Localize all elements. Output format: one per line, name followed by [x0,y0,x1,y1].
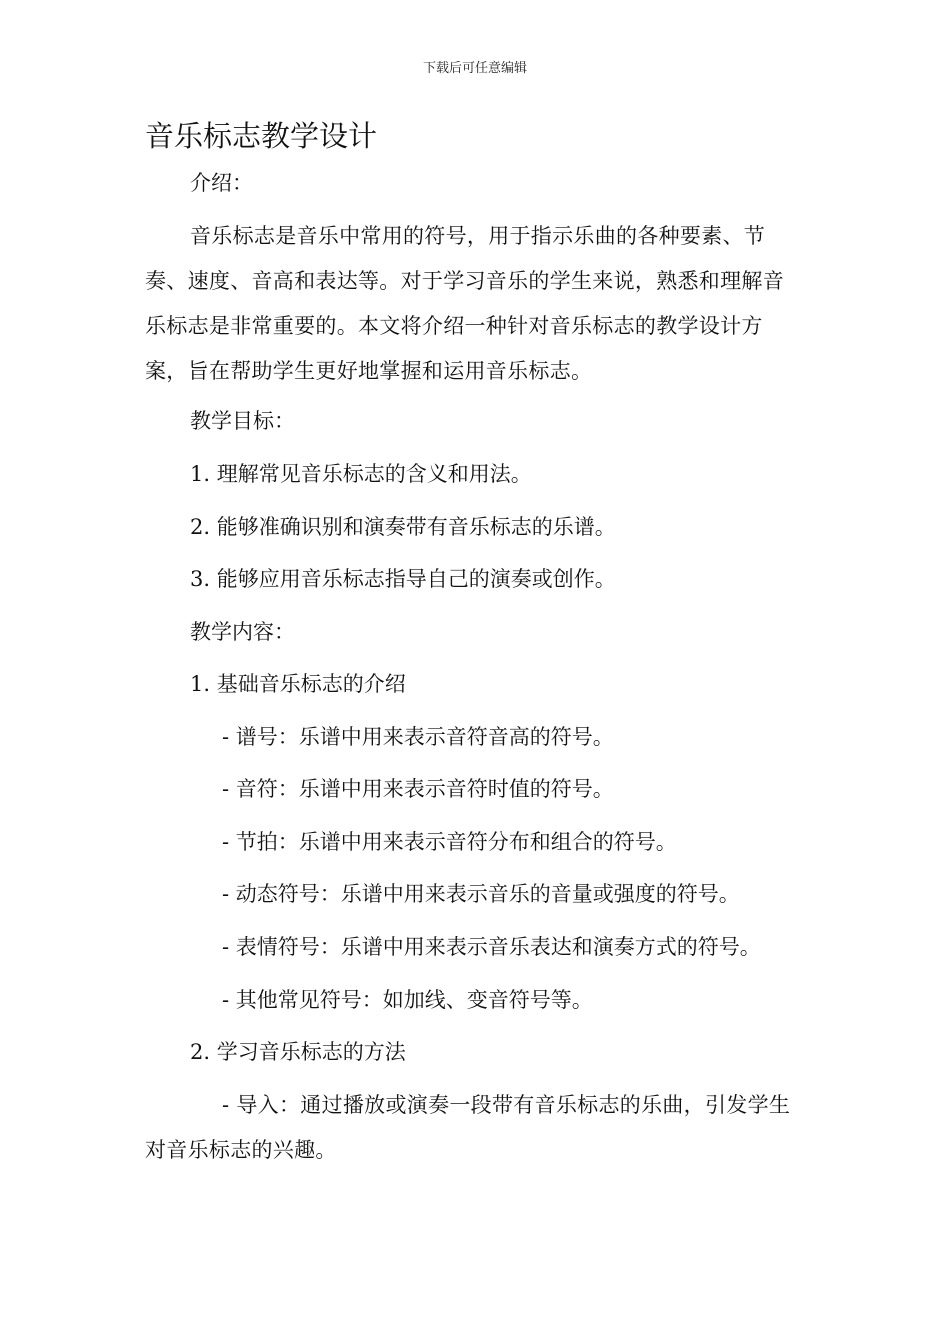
section2-title: 2. 学习音乐标志的方法 [190,1040,406,1064]
section1-title: 1. 基础音乐标志的介绍 [190,672,406,696]
content-heading: 教学内容： [190,620,295,644]
goals-heading: 教学目标： [190,409,295,433]
goal-item-2: 2. 能够准确识别和演奏带有音乐标志的乐谱。 [190,515,616,539]
goal-item-3: 3. 能够应用音乐标志指导自己的演奏或创作。 [190,567,616,591]
section2-paragraph: - 导入：通过播放或演奏一段带有音乐标志的乐曲，引发学生对音乐标志的兴趣。 [145,1093,791,1162]
page-header: 下载后可任意编辑 [422,61,527,76]
section1-item-3: - 节拍：乐谱中用来表示音符分布和组合的符号。 [222,830,677,854]
goal-item-1: 1. 理解常见音乐标志的含义和用法。 [190,462,532,486]
section1-item-1: - 谱号：乐谱中用来表示音符音高的符号。 [222,725,614,749]
document-title: 音乐标志教学设计 [145,119,378,153]
intro-paragraph: 音乐标志是音乐中常用的符号，用于指示乐曲的各种要素、节奏、速度、音高和表达等。对于学习音乐的学生来说，熟悉和理解音乐标志是非常重要的。本文将介绍一种针对音乐标志的教学设计方案，旨在帮助学生更好地掌握和运用音乐标志。 [145,224,784,383]
section1-item-6: - 其他常见符号：如加线、变音符号等。 [222,988,593,1012]
section1-item-5: - 表情符号：乐谱中用来表示音乐表达和演奏方式的符号。 [222,935,761,959]
section1-item-4: - 动态符号：乐谱中用来表示音乐的音量或强度的符号。 [222,882,740,906]
intro-heading: 介绍： [190,171,253,195]
section1-item-2: - 音符：乐谱中用来表示音符时值的符号。 [222,777,614,801]
